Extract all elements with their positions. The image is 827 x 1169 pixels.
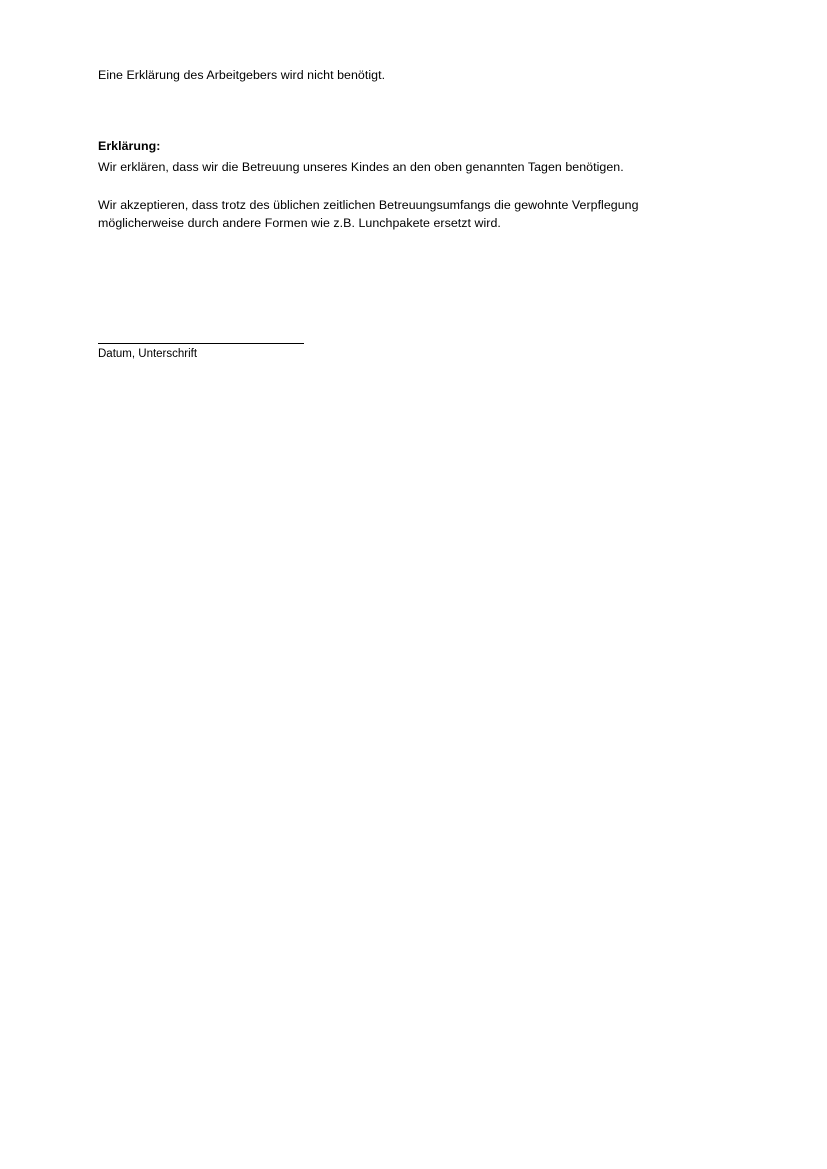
employer-declaration-note: Eine Erklärung des Arbeitgebers wird nicht benötigt. [98,68,386,82]
acceptance-line-2: möglicherweise durch andere Formen wie z.B. Lunchpakete ersetzt wird. [98,216,501,230]
signature-line [98,343,304,344]
declaration-heading: Erklärung: [98,139,161,153]
acceptance-line-1: Wir akzeptieren, dass trotz des üblichen zeitlichen Betreuungsumfangs die gewohnte Verpflegung [98,198,639,212]
signature-label: Datum, Unterschrift [98,348,198,360]
declaration-statement: Wir erklären, dass wir die Betreuung unseres Kindes an den oben genannten Tagen benötigen. [98,160,624,174]
